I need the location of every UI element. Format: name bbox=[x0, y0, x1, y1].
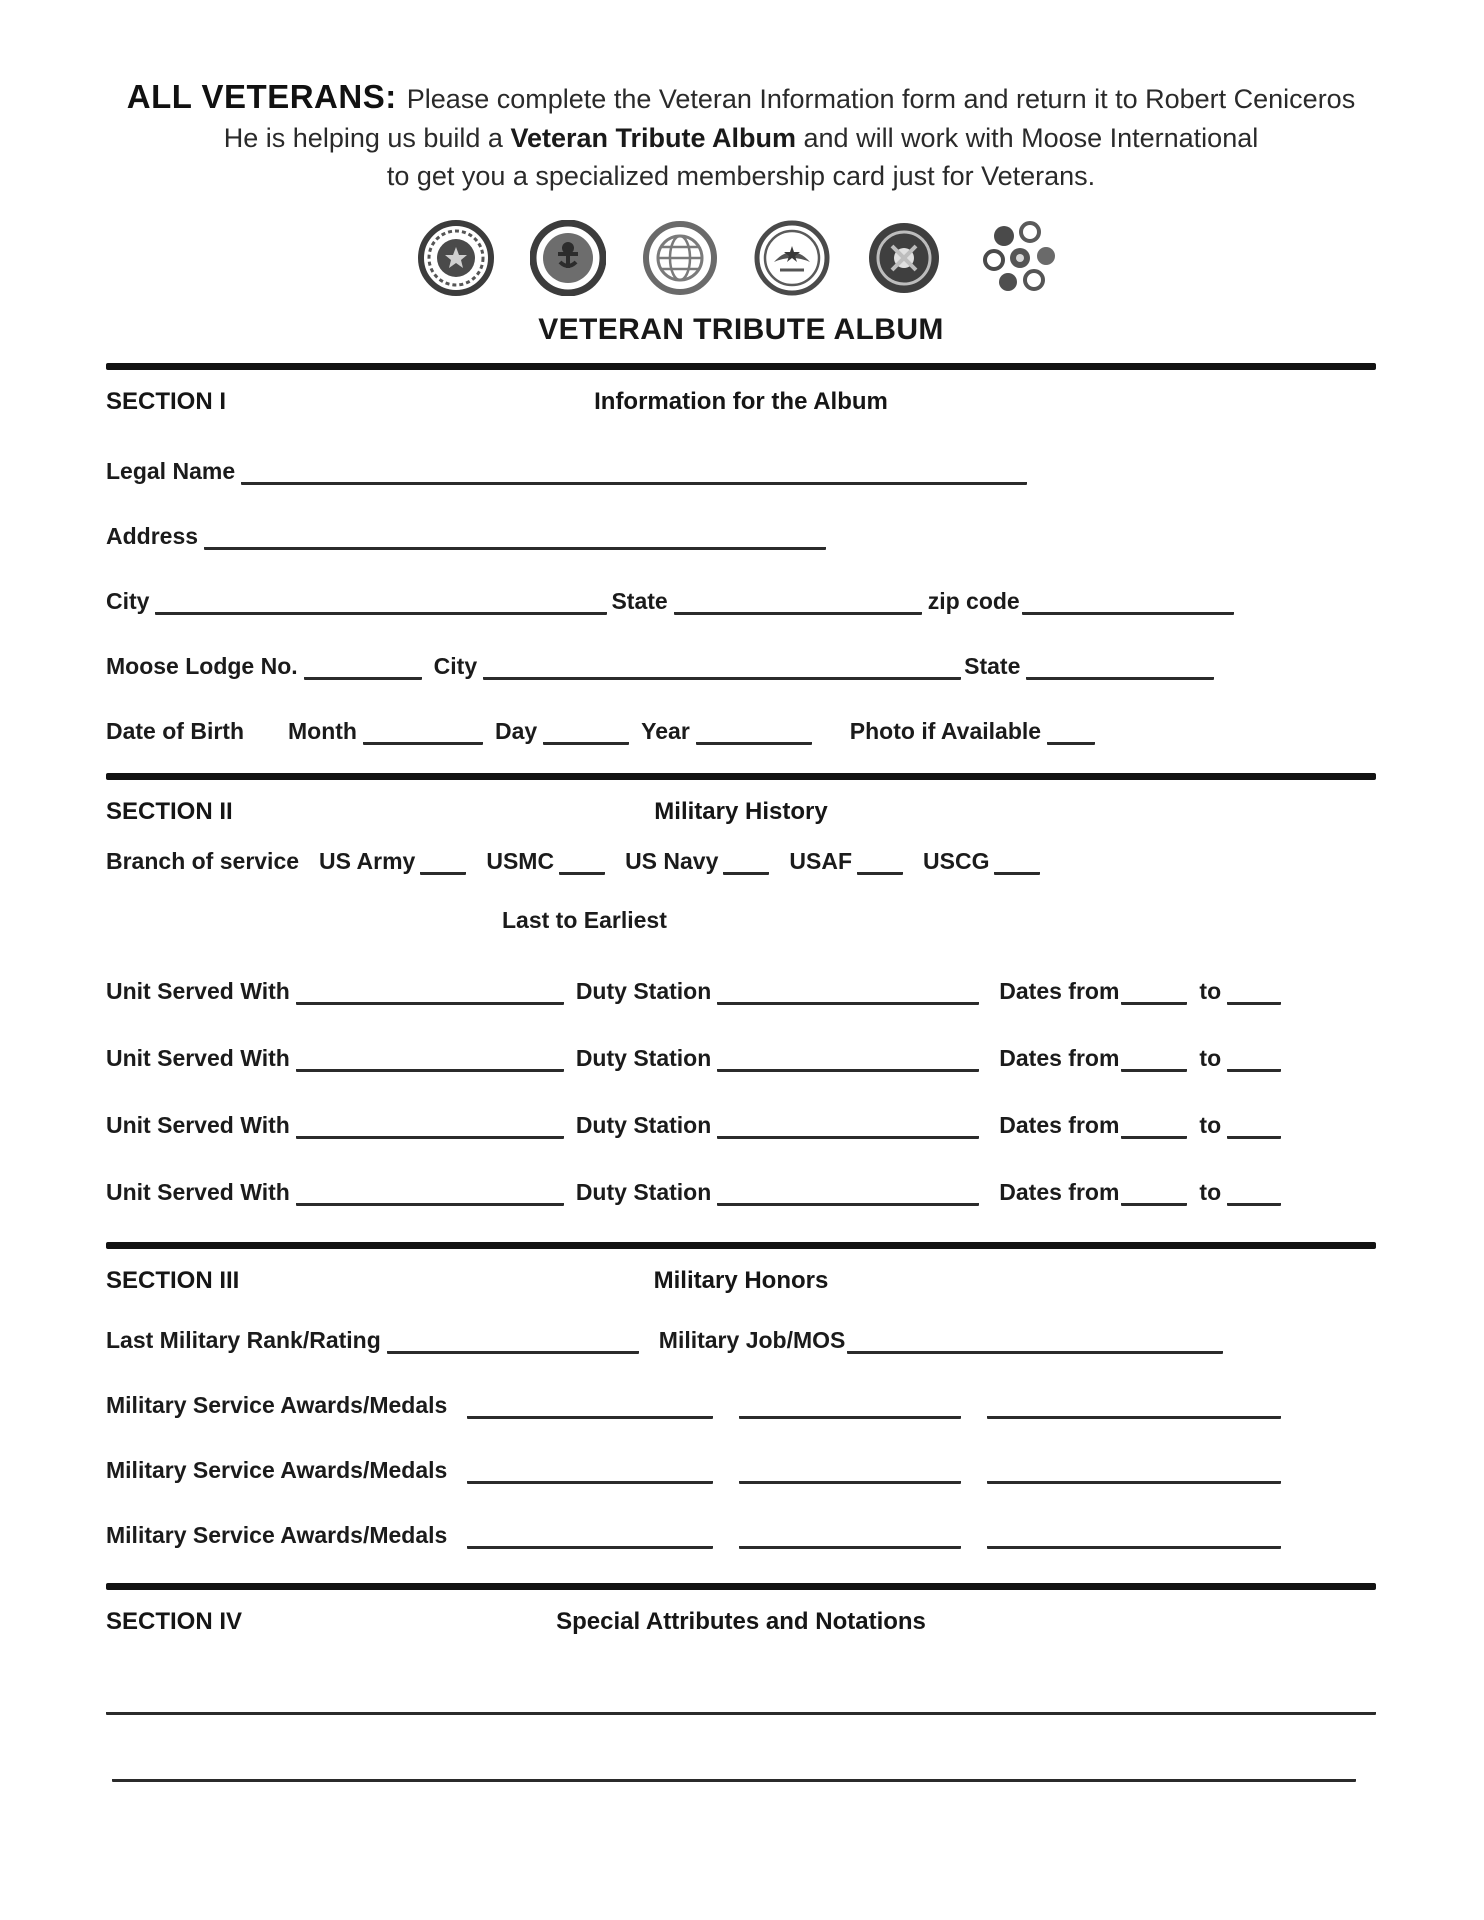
dates-to-label: to bbox=[1199, 977, 1222, 1004]
month-label: Month bbox=[288, 717, 357, 744]
unit-served-row bbox=[106, 1179, 1376, 1206]
section4-label: SECTION IV bbox=[106, 1607, 243, 1635]
date-of-birth-row bbox=[106, 718, 1376, 745]
branch-usmc bbox=[486, 848, 605, 875]
dates-from-line bbox=[1121, 1112, 1187, 1139]
branch-of-service-row bbox=[106, 848, 1376, 875]
intro-line-2-post: and will work with Moose International bbox=[796, 123, 1259, 154]
military-job-mos-label: Military Job/MOS bbox=[658, 1326, 846, 1353]
year-line bbox=[696, 718, 812, 745]
air-force-seal-icon bbox=[754, 220, 830, 301]
branch-usaf bbox=[789, 848, 903, 875]
us-navy-label: US Navy bbox=[625, 847, 719, 874]
military-seals-row bbox=[106, 220, 1376, 301]
legal-name-row bbox=[106, 458, 1376, 485]
unit-served-with-label: Unit Served With bbox=[106, 1178, 290, 1205]
notations-line-1 bbox=[106, 1688, 1376, 1715]
section3-title: Military Honors bbox=[653, 1266, 829, 1294]
dates-from-label: Dates from bbox=[999, 1044, 1120, 1071]
intro-line-3: to get you a specialized membership card just for Veterans. bbox=[386, 160, 1096, 191]
zip-code-line bbox=[1022, 588, 1234, 615]
notations-line-2 bbox=[112, 1755, 1356, 1782]
legal-name-line bbox=[241, 458, 1027, 485]
branch-of-service-label: Branch of service bbox=[106, 847, 300, 874]
us-navy-checkline bbox=[723, 848, 769, 875]
city-line bbox=[155, 588, 607, 615]
section2-divider bbox=[106, 773, 1376, 780]
branch-us-navy bbox=[625, 848, 769, 875]
unit-served-line bbox=[296, 1112, 564, 1139]
awards-line-3 bbox=[987, 1392, 1281, 1419]
awards-line-2 bbox=[739, 1392, 961, 1419]
dates-from-line bbox=[1121, 1045, 1187, 1072]
awards-line-3 bbox=[987, 1457, 1281, 1484]
branch-us-army bbox=[319, 848, 466, 875]
last-military-rank-label: Last Military Rank/Rating bbox=[106, 1326, 381, 1353]
section1-header bbox=[106, 388, 1376, 422]
section4-divider bbox=[106, 1583, 1376, 1590]
legal-name-label: Legal Name bbox=[106, 457, 236, 484]
marine-corps-seal-icon bbox=[642, 220, 718, 301]
lodge-city-line bbox=[483, 653, 961, 680]
dates-from-line bbox=[1121, 978, 1187, 1005]
veteran-tribute-album-emphasis: Veteran Tribute Album bbox=[510, 123, 797, 154]
dates-from-line bbox=[1121, 1179, 1187, 1206]
section4-title: Special Attributes and Notations bbox=[556, 1607, 926, 1635]
awards-row bbox=[106, 1392, 1376, 1419]
lodge-city-label: City bbox=[433, 652, 478, 679]
intro-line-1 bbox=[106, 74, 1376, 120]
usaf-checkline bbox=[857, 848, 903, 875]
intro-line-1-text: Please complete the Veteran Information form and return it to Robert Ceniceros bbox=[406, 84, 1356, 114]
duty-station-label: Duty Station bbox=[575, 977, 712, 1004]
rank-mos-row bbox=[106, 1327, 1376, 1354]
day-label: Day bbox=[494, 717, 538, 744]
section2-label: SECTION II bbox=[106, 797, 233, 825]
us-army-label: US Army bbox=[319, 847, 416, 874]
unit-served-with-label: Unit Served With bbox=[106, 977, 290, 1004]
awards-row bbox=[106, 1522, 1376, 1549]
unit-served-row bbox=[106, 1112, 1376, 1139]
unit-served-line bbox=[296, 1045, 564, 1072]
moose-lodge-row bbox=[106, 653, 1376, 680]
usmc-label: USMC bbox=[486, 847, 555, 874]
date-of-birth-label: Date of Birth bbox=[106, 717, 244, 744]
duty-station-line bbox=[717, 1112, 979, 1139]
awards-medals-label: Military Service Awards/Medals bbox=[106, 1521, 448, 1548]
uscg-checkline bbox=[994, 848, 1040, 875]
unit-served-line bbox=[296, 1179, 564, 1206]
unit-served-row bbox=[106, 978, 1376, 1005]
day-line bbox=[543, 718, 629, 745]
duty-station-line bbox=[717, 978, 979, 1005]
address-row bbox=[106, 523, 1376, 550]
intro-line-2-pre: He is helping us build a bbox=[223, 123, 511, 154]
section1-label: SECTION I bbox=[106, 387, 227, 415]
dates-from-label: Dates from bbox=[999, 1111, 1120, 1138]
state-label: State bbox=[611, 587, 668, 614]
section2-header bbox=[106, 798, 1376, 832]
us-army-checkline bbox=[420, 848, 466, 875]
month-line bbox=[363, 718, 483, 745]
duty-station-line bbox=[717, 1045, 979, 1072]
state-line bbox=[674, 588, 922, 615]
city-label: City bbox=[106, 587, 150, 614]
notations-row bbox=[106, 1755, 1376, 1782]
awards-medals-label: Military Service Awards/Medals bbox=[106, 1391, 448, 1418]
unit-served-line bbox=[296, 978, 564, 1005]
awards-row bbox=[106, 1457, 1376, 1484]
moose-lodge-no-line bbox=[304, 653, 422, 680]
section3-divider bbox=[106, 1242, 1376, 1249]
duty-station-label: Duty Station bbox=[575, 1111, 712, 1138]
coast-guard-seal-icon bbox=[866, 220, 942, 301]
dates-to-label: to bbox=[1199, 1044, 1222, 1071]
awards-line-3 bbox=[987, 1522, 1281, 1549]
awards-line-1 bbox=[467, 1457, 713, 1484]
photo-if-available-label: Photo if Available bbox=[849, 717, 1042, 744]
dates-to-line bbox=[1227, 978, 1281, 1005]
dates-to-line bbox=[1227, 1045, 1281, 1072]
last-to-earliest-note: Last to Earliest bbox=[502, 906, 667, 933]
service-medals-cluster-icon bbox=[978, 220, 1064, 301]
dates-from-label: Dates from bbox=[999, 1178, 1120, 1205]
city-state-zip-row bbox=[106, 588, 1376, 615]
section2-title: Military History bbox=[654, 797, 828, 825]
lodge-state-line bbox=[1026, 653, 1214, 680]
awards-line-2 bbox=[739, 1457, 961, 1484]
unit-served-with-label: Unit Served With bbox=[106, 1111, 290, 1138]
awards-line-1 bbox=[467, 1522, 713, 1549]
duty-station-line bbox=[717, 1179, 979, 1206]
section1-divider bbox=[106, 363, 1376, 370]
moose-lodge-no-label: Moose Lodge No. bbox=[106, 652, 298, 679]
unit-served-row bbox=[106, 1045, 1376, 1072]
address-label: Address bbox=[106, 522, 199, 549]
lodge-state-label: State bbox=[964, 652, 1021, 679]
army-seal-icon bbox=[418, 220, 494, 301]
branch-uscg bbox=[923, 848, 1040, 875]
section3-label: SECTION III bbox=[106, 1266, 240, 1294]
year-label: Year bbox=[641, 717, 690, 744]
duty-station-label: Duty Station bbox=[575, 1178, 712, 1205]
dates-to-label: to bbox=[1199, 1111, 1222, 1138]
usmc-checkline bbox=[559, 848, 605, 875]
album-title: VETERAN TRIBUTE ALBUM bbox=[538, 312, 944, 346]
awards-line-1 bbox=[467, 1392, 713, 1419]
mos-line bbox=[847, 1327, 1223, 1354]
duty-station-label: Duty Station bbox=[575, 1044, 712, 1071]
dates-to-label: to bbox=[1199, 1178, 1222, 1205]
intro-line-2 bbox=[106, 120, 1376, 158]
all-veterans-heading: ALL VETERANS: bbox=[126, 78, 397, 115]
intro-paragraph bbox=[106, 74, 1376, 196]
awards-medals-label: Military Service Awards/Medals bbox=[106, 1456, 448, 1483]
dates-to-line bbox=[1227, 1179, 1281, 1206]
unit-served-with-label: Unit Served With bbox=[106, 1044, 290, 1071]
section1-title: Information for the Album bbox=[594, 387, 888, 415]
dates-to-line bbox=[1227, 1112, 1281, 1139]
dates-from-label: Dates from bbox=[999, 977, 1120, 1004]
usaf-label: USAF bbox=[789, 847, 853, 874]
rank-line bbox=[387, 1327, 639, 1354]
awards-line-2 bbox=[739, 1522, 961, 1549]
navy-seal-icon bbox=[530, 220, 606, 301]
photo-line bbox=[1047, 718, 1095, 745]
notations-row bbox=[106, 1688, 1376, 1715]
section4-header bbox=[106, 1608, 1376, 1642]
zip-code-label: zip code bbox=[927, 587, 1020, 614]
address-line bbox=[204, 523, 826, 550]
section3-header bbox=[106, 1267, 1376, 1301]
uscg-label: USCG bbox=[923, 847, 990, 874]
